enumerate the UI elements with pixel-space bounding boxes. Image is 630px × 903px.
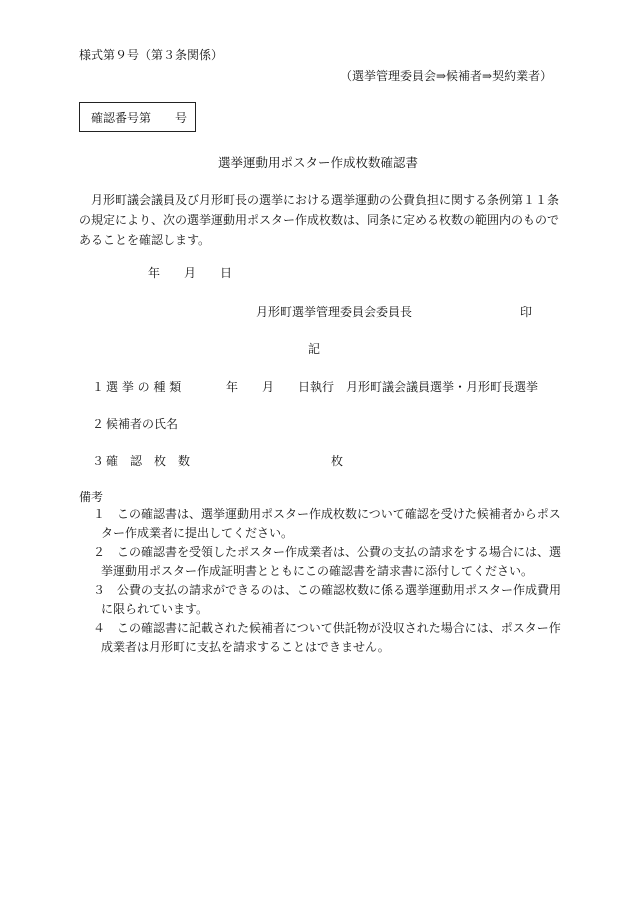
remark-line: ター作成業者に提出してください。 (101, 526, 294, 540)
date-line: 年 月 日 (148, 266, 233, 280)
candidate-name-label: 候補者の氏名 (106, 417, 179, 431)
body-line: あることを確認します。 (79, 233, 211, 247)
item-number: ２ (92, 417, 105, 431)
record-heading: 記 (308, 342, 321, 356)
remark-line: ３ 公費の支払の請求ができるのは、この確認枚数に係る選挙運動用ポスター作成費用 (93, 583, 562, 597)
remarks-list (79, 505, 562, 657)
confirmed-count-label: 確 認 枚 数 (106, 454, 191, 468)
remark-line: 挙運動用ポスター作成証明書とともにこの確認書を請求書に添付してください。 (101, 564, 534, 578)
seal-mark: 印 (520, 305, 533, 319)
issuer-title: 月形町選挙管理委員会委員長 (256, 305, 413, 319)
form-number: 様式第９号（第３条関係） (79, 48, 224, 62)
remark-item (79, 581, 562, 619)
remark-line: 成業者は月形町に支払を請求することはできません。 (101, 640, 390, 654)
remark-line: １ この確認書は、選挙運動用ポスター作成枚数について確認を受けた候補者からポス (93, 507, 561, 521)
remark-line: に限られています。 (101, 602, 209, 616)
remark-item (79, 505, 559, 543)
document-title: 選挙運動用ポスター作成枚数確認書 (218, 155, 419, 170)
remark-line: ４ この確認書に記載された候補者について供託物が没収された場合には、ポスター作 (93, 621, 561, 635)
remark-item (79, 543, 562, 581)
body-line: 月形町議会議員及び月形町長の選挙における選挙運動の公費負担に関する条例第１１条 (91, 193, 560, 207)
confirmation-number-label: 確認番号第 号 (91, 111, 188, 125)
remarks-heading: 備考 (79, 490, 104, 504)
routing-note: （選挙管理委員会⇒候補者⇒契約業者） (340, 69, 553, 83)
item-number: １ (92, 380, 105, 394)
election-type-label: 選 挙 の 種 類 (106, 380, 182, 394)
count-unit: 枚 (331, 454, 344, 468)
election-type-value: 年 月 日執行 月形町議会議員選挙・月形町長選挙 (226, 380, 539, 394)
confirmation-number-box (79, 102, 196, 132)
remark-line: ２ この確認書を受領したポスター作成業者は、公費の支払の請求をする場合には、選 (93, 545, 562, 559)
body-paragraph (79, 190, 560, 250)
body-line: の規定により、次の選挙運動用ポスター作成枚数は、同条に定める枚数の範囲内のもので (79, 213, 560, 227)
remark-item (79, 619, 559, 657)
item-number: ３ (92, 454, 105, 468)
